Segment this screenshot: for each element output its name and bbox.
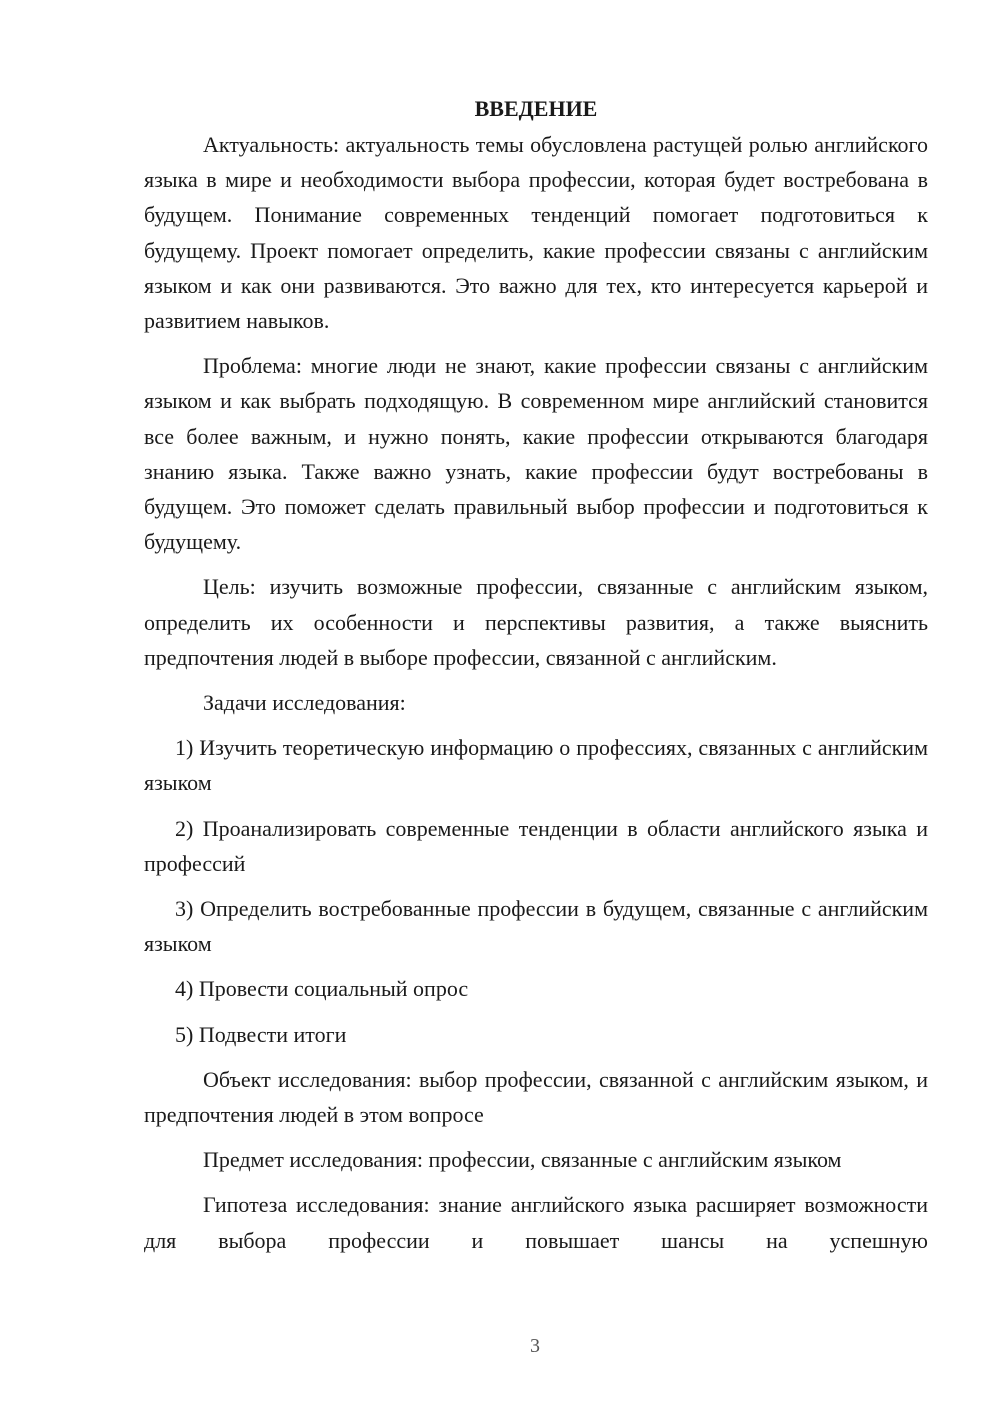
relevance-paragraph: Актуальность: актуальность темы обусловлена растущей ролью английского языка в мире и необходимости выбора профессии, которая будет востребована в будущем. Понимание современных тенденций помогает подготовиться к будущему. Проект помогает определить, какие профессии связаны с английским языком и как они развиваются. Это важно для тех, кто интересуется карьерой и развитием навыков. [144,132,928,334]
problem-paragraph: Проблема: многие люди не знают, какие профессии связаны с английским языком и как выбрать подходящую. В современном мире английский становится все более важным, и нужно понять, какие профессии открываются благодаря знанию языка. Также важно узнать, какие профессии будут востребованы в будущем. Это поможет сделать правильный выбор профессии и подготовиться к будущему. [144,353,928,555]
subject-paragraph: Предмет исследования: профессии, связанные с английским языком [203,1147,842,1173]
hypothesis-paragraph: Гипотеза исследования: знание английского языка расширяет возможности для выбора профессии и повышает шансы на успешную [144,1192,928,1253]
tasks-list [144,730,928,1052]
list-item: 4) Провести социальный опрос [175,976,469,1002]
object-paragraph: Объект исследования: выбор профессии, связанной с английским языком, и предпочтения людей в этом вопросе [144,1066,928,1128]
list-item: 2) Проанализировать современные тенденции в области английского языка и профессий [144,815,928,876]
document-page [144,95,928,1268]
list-item: 1) Изучить теоретическую информацию о профессиях, связанных с английским языком [144,735,928,796]
section-heading: ВВЕДЕНИЕ [474,96,598,121]
page-number: 3 [530,1335,540,1357]
list-item: 3) Определить востребованные профессии в будущем, связанные с английским языком [144,896,928,957]
tasks-intro: Задачи исследования: [203,690,406,716]
goal-paragraph: Цель: изучить возможные профессии, связанные с английским языком, определить их особенности и перспективы развития, а также выяснить предпочтения людей в выборе профессии, связанной с английским. [144,574,928,670]
list-item: 5) Подвести итоги [175,1021,347,1047]
